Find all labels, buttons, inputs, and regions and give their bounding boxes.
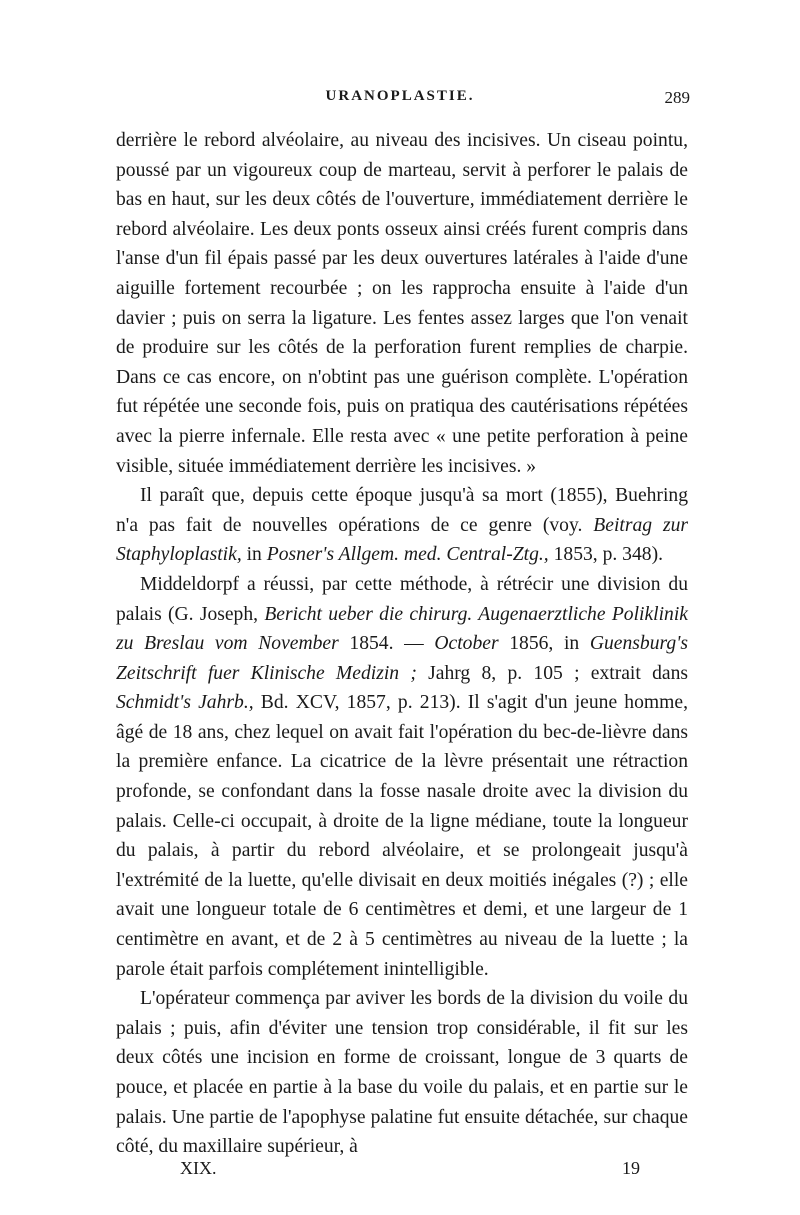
paragraph-4 [116,984,688,1162]
paragraph-text: 1853, p. 348). [548,544,663,566]
citation-text: Guensburg's Zeitschrift fuer Klinische Medizin ; [116,633,689,684]
citation-text: Beitrag zur Staphyloplastik, [116,514,689,566]
page-number: 289 [664,88,690,107]
paragraph-2 [116,481,688,570]
body-text [116,126,688,1162]
citation-text: Schmidt's Jahrb., [116,692,254,714]
citation-text: Bericht ueber die chirurg. Augenaerztliche Poliklinik zu Breslau vom November [116,603,688,655]
paragraph-text: in [241,544,267,566]
paragraph-text: Il paraît que, depuis cette époque jusqu'à sa mort (1855), Buehring n'a pas fait de nouvelles opérations de ce genre (voy. [116,485,688,536]
paragraph-3 [116,570,688,984]
running-head [110,88,690,114]
paragraph-text: Bd. XCV, 1857, p. 213). Il s'agit d'un jeune homme, âgé de 18 ans, chez lequel on avait fait l'opération du bec-de-lièvre dans la première enfance. La cicatrice de la lèvre présentait une rétraction profonde, se confondant dans la fosse nasale droite avec la division du palais. Celle-ci occupait, à droite de la ligne médiane, toute la longueur du palais, à partir du rebord alvéolaire, et se prolongeait jusqu'à l'extrémité de la luette, qu'elle divisait en deux moitiés inégales (?) ; elle avait une longueur totale de 6 centimètres et demi, et une largeur de 1 centimètre en avant, et de 2 à 5 centimètres au niveau de la luette ; la parole était parfois complétement inintelligible. [116,692,688,980]
citation-text: October [434,633,499,655]
page-footer [180,1158,640,1184]
paragraph-text: derrière le rebord alvéolaire, au niveau des incisives. Un ciseau pointu, poussé par un vigoureux coup de marteau, servit à perforer le palais de bas en haut, sur les deux côtés de l'ouverture, immédiatement derrière le rebord alvéolaire. Les deux ponts osseux ainsi créés furent compris dans l'anse d'un fil épais passé par les deux ouvertures latérales à l'aide d'une aiguille fortement recourbée ; on les rapprocha ensuite à l'aide d'un davier ; puis on serra la ligature. Les fentes assez larges que l'on venait de produire sur les côtés de la perforation furent remplies de charpie. Dans ce cas encore, on n'obtint pas une guérison complète. L'opération fut répétée une seconde fois, puis on pratiqua des cautérisations répétées avec la pierre infernale. Elle resta avec « une petite perforation à peine visible, située immédiatement derrière les incisives. » [116,130,688,477]
paragraph-text: 1856, in [498,633,590,655]
paragraph-text: Middeldorpf a réussi, par cette méthode, à rétrécir une division du palais (G. Joseph, [116,573,688,625]
running-title: URANOPLASTIE. [325,88,475,104]
citation-text: Posner's Allgem. med. Central-Ztg., [266,544,549,566]
paragraph-text: 1854. — [338,633,435,655]
sheet-number: 19 [622,1158,640,1178]
paragraph-text: Jahrg 8, p. 105 ; extrait dans [416,662,689,684]
paragraph-1 [116,126,688,481]
signature-mark: XIX. [180,1158,217,1178]
paragraph-text: L'opérateur commença par aviver les bords de la division du voile du palais ; puis, afin d'éviter une tension trop considérable, il fit sur les deux côtés une incision en forme de croissant, longue de 3 quarts de pouce, et placée en partie à la base du voile du palais, et en partie sur le palais. Une partie de l'apophyse palatine fut ensuite détachée, sur chaque côté, du maxillaire supérieur, à [116,988,688,1158]
